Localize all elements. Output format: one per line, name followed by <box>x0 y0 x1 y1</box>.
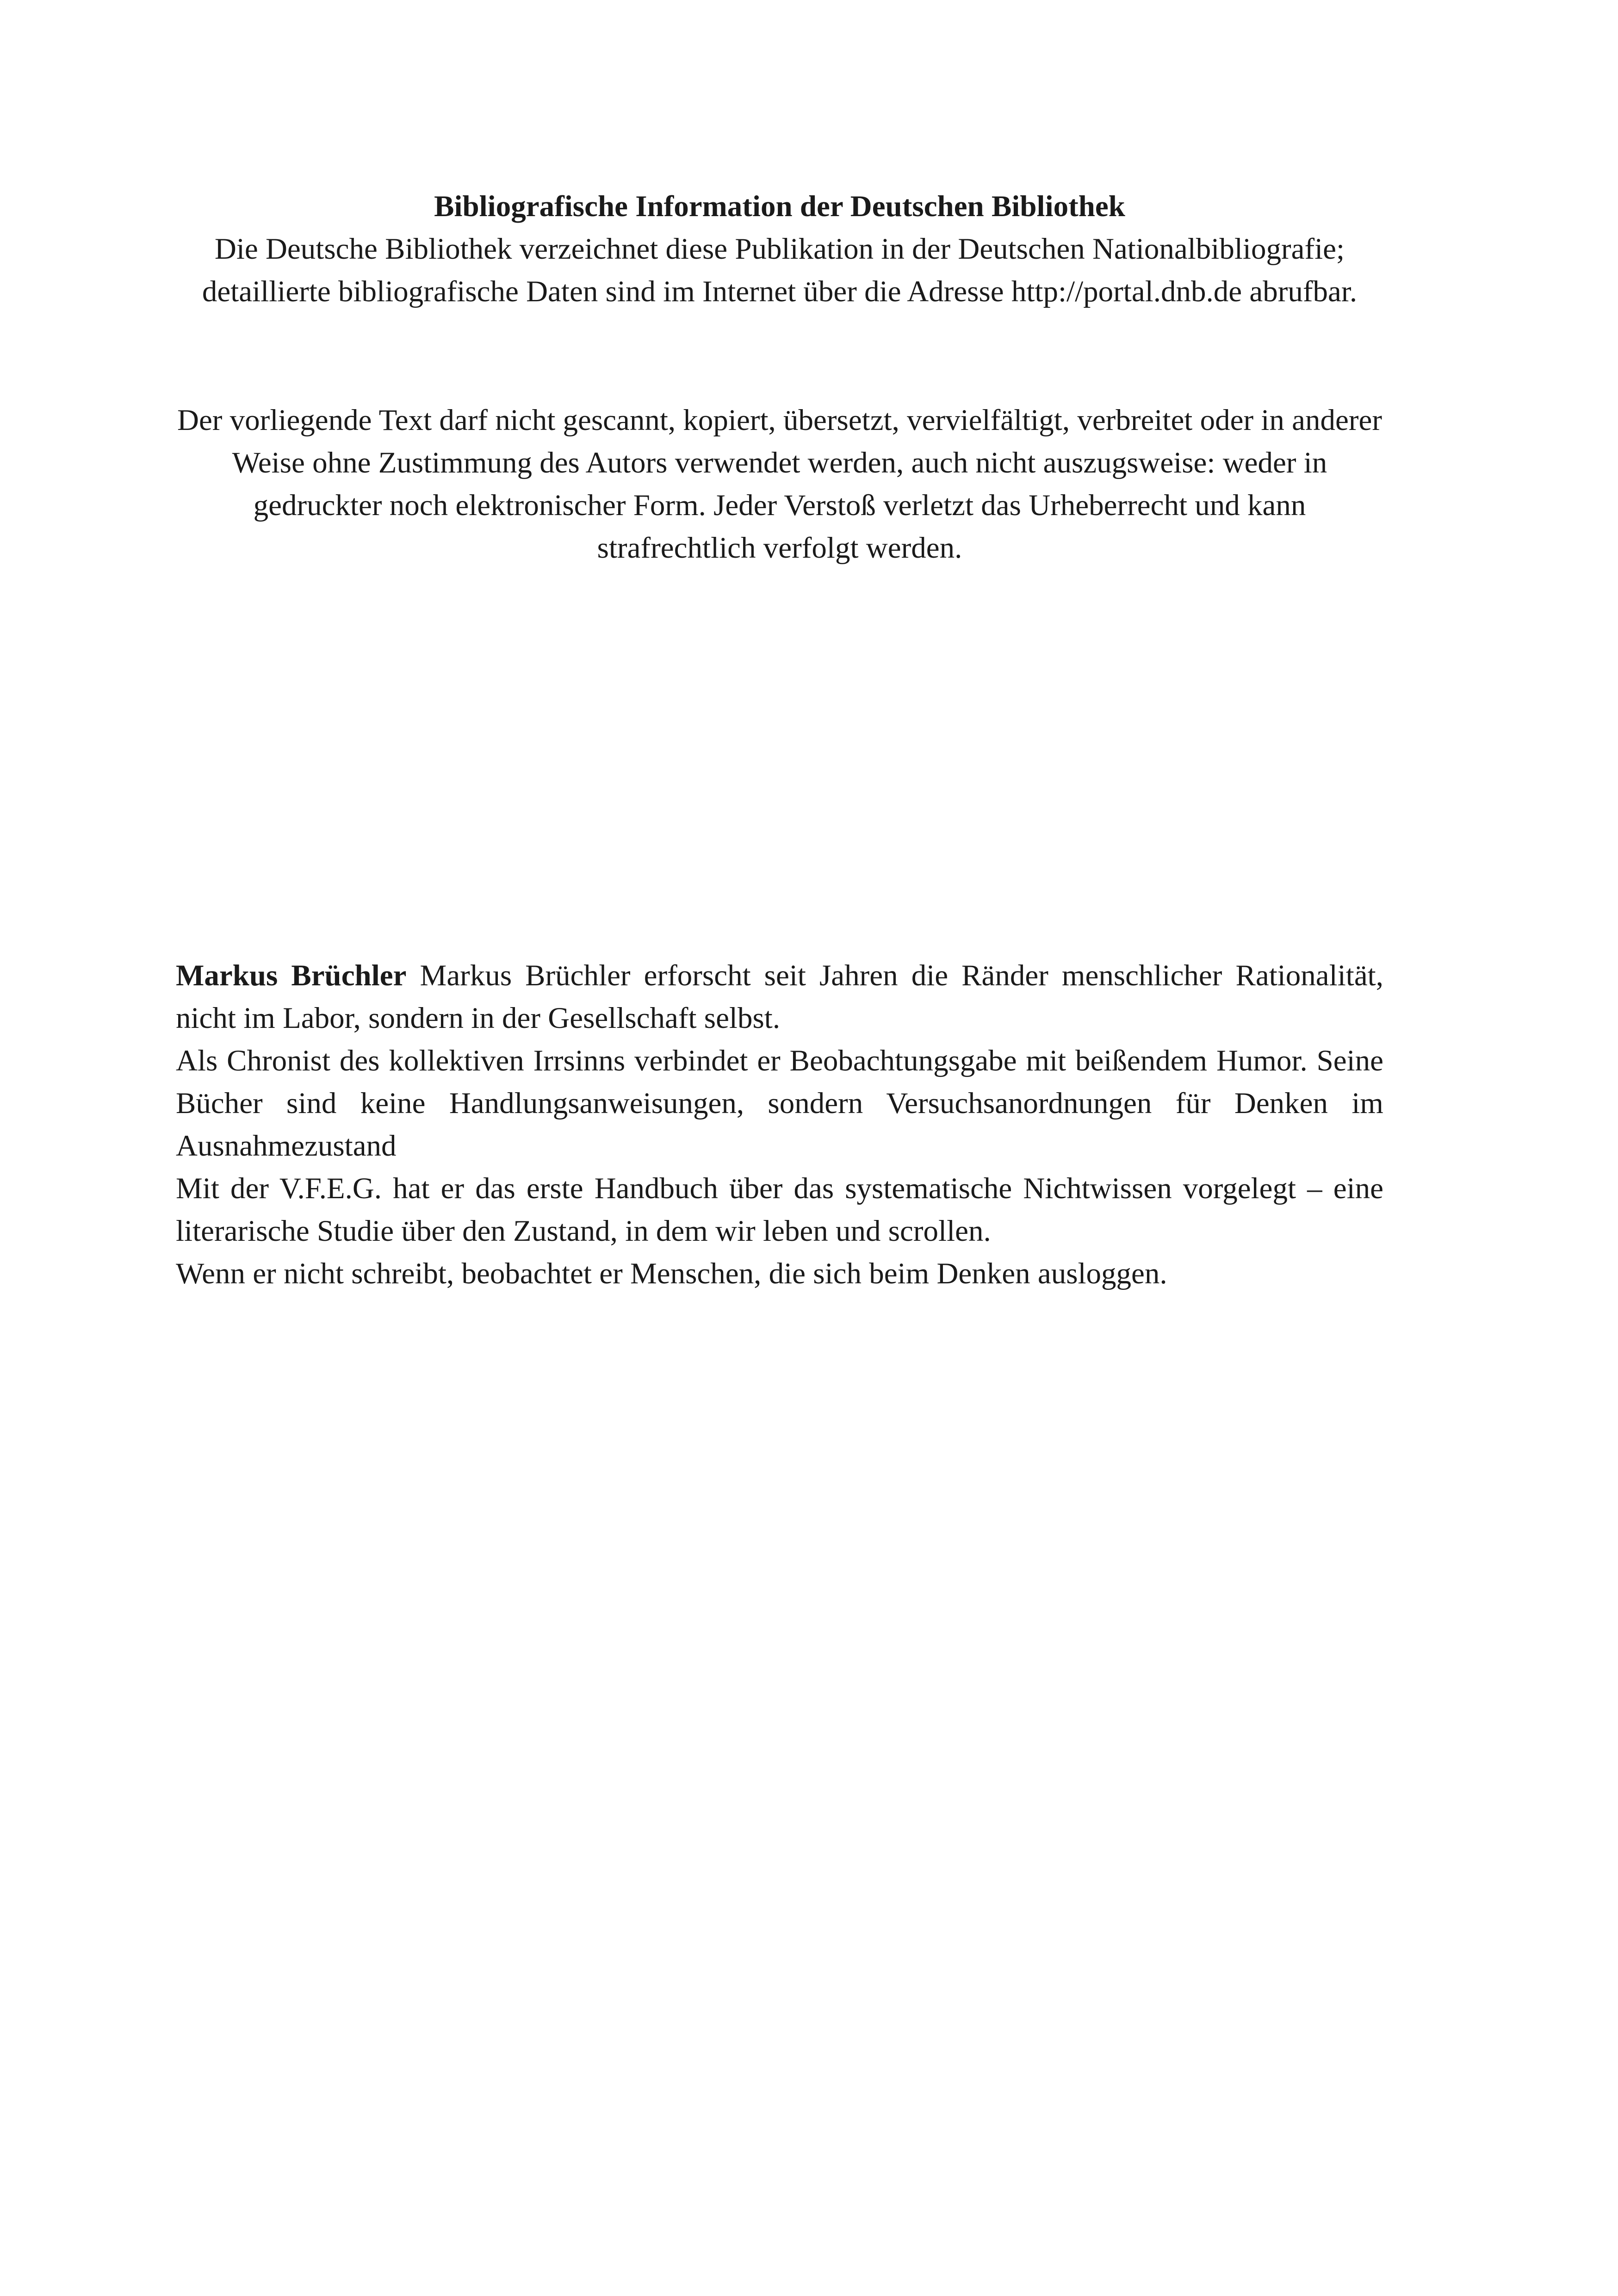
bio-paragraph-4: Wenn er nicht schreibt, beobachtet er Menschen, die sich beim Denken ausloggen. <box>176 1257 1167 1290</box>
bio-paragraph-2: Als Chronist des kollektiven Irrsinns verbindet er Beobachtungsgabe mit beißendem Humor. Seine Bücher sind keine Handlungsanweisungen, sondern Versuchsanordnungen für Denken im Ausnahmezustand <box>176 1044 1383 1163</box>
copyright-notice: Der vorliegende Text darf nicht gescannt, kopiert, übersetzt, vervielfältigt, verbreitet oder in anderer Weise ohne Zustimmung des Autors verwendet werden, auch nicht auszugsweise: weder in gedruckter noch elektronischer Form. Jeder Verstoß verletzt das Urheberrecht und kann strafrechtlich verfolgt werden. <box>177 404 1382 565</box>
author-bio-section <box>176 954 1383 1295</box>
imprint-section <box>176 185 1383 313</box>
bio-text-1: Markus Brüchler erforscht seit Jahren die Ränder menschlicher Rationalität, nicht im Labor, sondern in der Gesellschaft selbst. <box>176 959 1383 1035</box>
author-name: Markus Brüchler <box>176 959 407 992</box>
imprint-text: Die Deutsche Bibliothek verzeichnet diese Publikation in der Deutschen Nationalbibliografie; detaillierte bibliografische Daten sind im Internet über die Adresse http://portal.dnb.de abrufbar. <box>202 232 1358 308</box>
bio-paragraph-3: Mit der V.F.E.G. hat er das erste Handbuch über das systematische Nichtwissen vorgelegt – eine literarische Studie über den Zustand, in dem wir leben und scrollen. <box>176 1172 1383 1248</box>
bio-paragraph-1 <box>176 954 1383 1039</box>
imprint-title: Bibliografische Information der Deutschen Bibliothek <box>434 190 1125 223</box>
